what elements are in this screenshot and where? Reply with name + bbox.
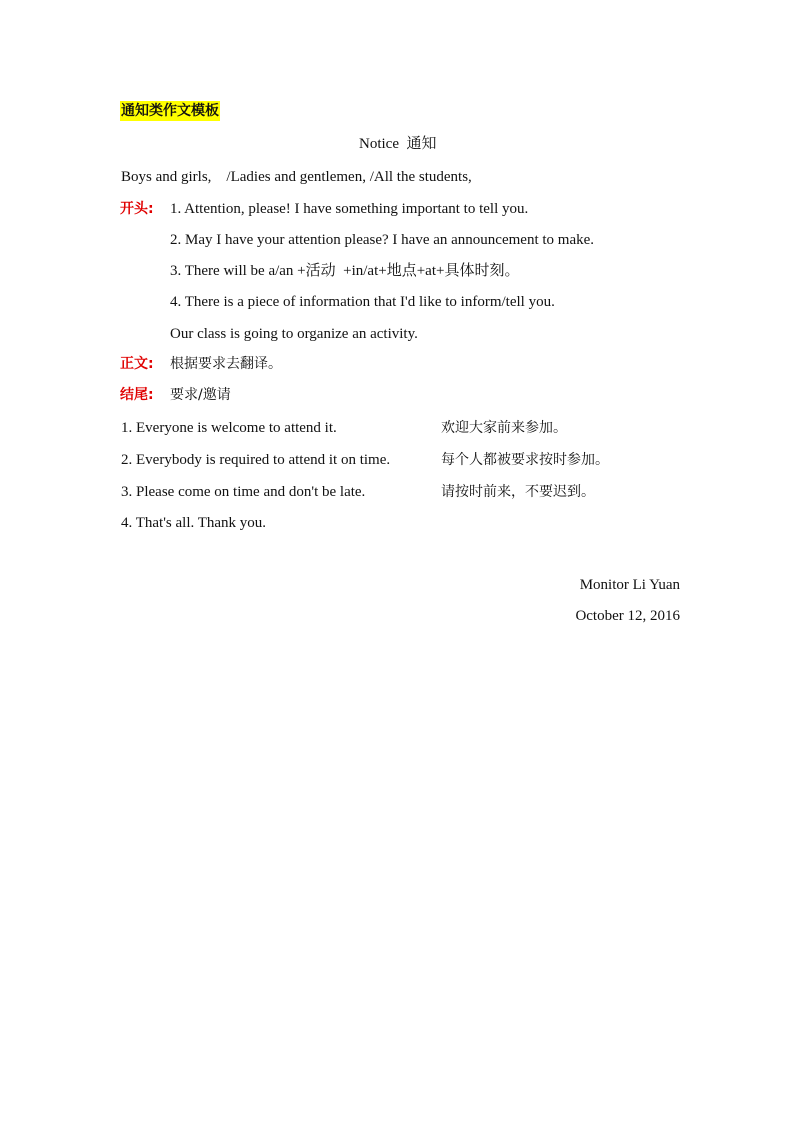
opening-sentence-4: 4. There is a piece of information that I'd like to inform/tell you. xyxy=(170,294,555,310)
ending-sentence-zh-1: 欢迎大家前来参加。 xyxy=(441,420,567,436)
ending-sentence-en-3: 3. Please come on time and don't be late. xyxy=(121,484,366,500)
notice-heading: Notice 通知 xyxy=(359,136,437,152)
ending-label: 结尾: xyxy=(120,387,154,403)
opening-sentence-2: 2. May I have your attention please? I have an announcement to make. xyxy=(170,232,595,248)
signature-name: Monitor Li Yuan xyxy=(579,577,680,593)
greeting-line: Boys and girls, /Ladies and gentlemen, /All the students, xyxy=(121,169,472,185)
opening-sentence-1: 1. Attention, please! I have something important to tell you. xyxy=(170,201,529,217)
body-label: 正文: xyxy=(120,356,154,372)
signature-date: October 12, 2016 xyxy=(575,608,680,624)
ending-sentence-en-1: 1. Everyone is welcome to attend it. xyxy=(121,420,337,436)
opening-label: 开头: xyxy=(120,201,154,217)
template-title: 通知类作文模板 xyxy=(121,103,219,119)
body-text: 根据要求去翻译。 xyxy=(170,356,282,372)
ending-sentence-en-4: 4. That's all. Thank you. xyxy=(121,515,267,531)
ending-text: 要求/邀请 xyxy=(170,387,231,403)
ending-sentence-zh-2: 每个人都被要求按时参加。 xyxy=(441,452,609,468)
ending-sentence-en-2: 2. Everybody is required to attend it on time. xyxy=(121,452,391,468)
ending-sentence-zh-3: 请按时前来，不要迟到。 xyxy=(441,484,595,500)
opening-sentence-3: 3. There will be a/an +活动 +in/at+地点+at+具体时刻。 xyxy=(170,263,520,279)
opening-sentence-5: Our class is going to organize an activity. xyxy=(170,326,418,342)
